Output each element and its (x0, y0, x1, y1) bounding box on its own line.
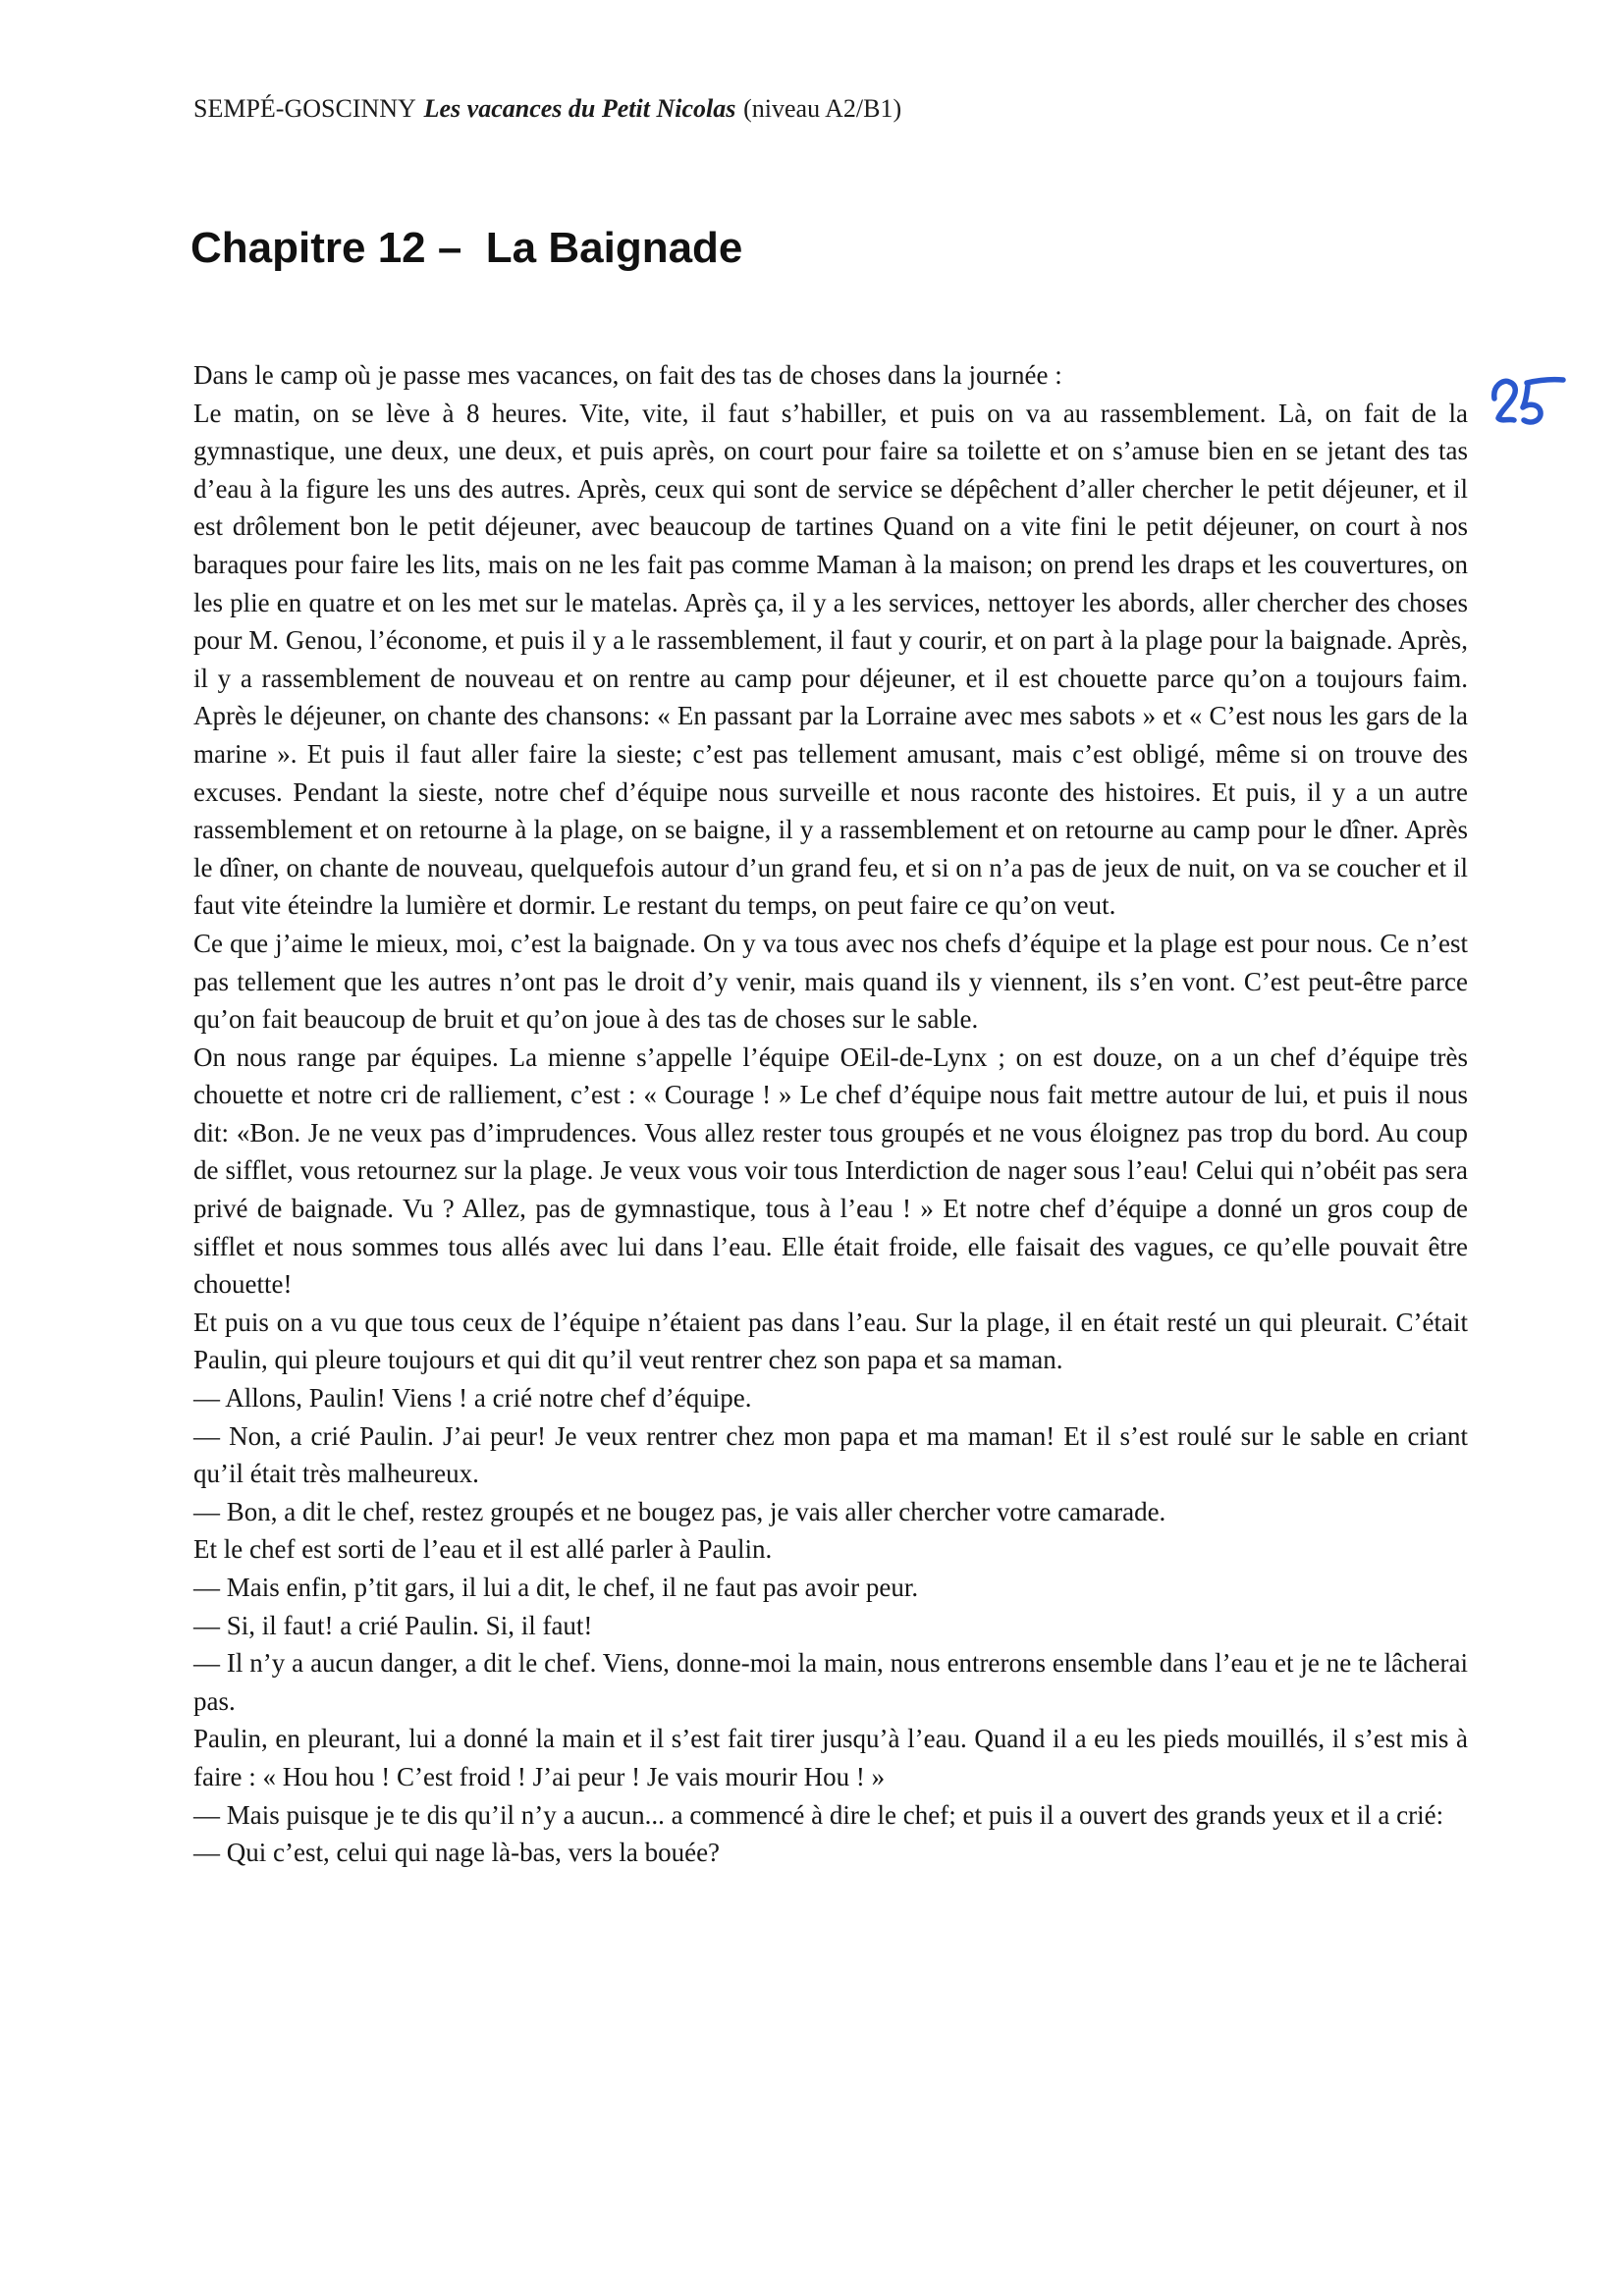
paragraph: Le matin, on se lève à 8 heures. Vite, vite, il faut s’habiller, et puis on va au rassemblement. Là, on fait de la gymnastique, une deux, une deux, et puis après, on court pour faire sa toilette et on s’amuse bien en se jetant des tas d’eau à la figure les uns des autres. Après, ceux qui sont de service se dépêchent d’aller chercher le petit déjeuner, et il est drôlement bon le petit déjeuner, avec beaucoup de tartines Quand on a vite fini le petit déjeuner, on court à nos baraques pour faire les lits, mais on ne les fait pas comme Maman à la maison; on prend les draps et les couvertures, on les plie en quatre et on les met sur le matelas. Après ça, il y a les services, nettoyer les abords, aller chercher des choses pour M. Genou, l’économe, et puis il y a le rassemblement, il faut y courir, et on part à la plage pour la baignade. Après, il y a rassemblement de nouveau et on rentre au camp pour déjeuner, et il est chouette parce qu’on a toujours faim. Après le déjeuner, on chante des chansons: « En passant par la Lorraine avec mes sabots » et « C’est nous les gars de la marine ». Et puis il faut aller faire la sieste; c’est pas tellement amusant, mais c’est obligé, même si on trouve des excuses. Pendant la sieste, notre chef d’équipe nous surveille et nous raconte des histoires. Et puis, il y a un autre rassemblement et on retourne à la plage, on se baigne, il y a rassemblement et on retourne au camp pour le dîner. Après le dîner, on chante de nouveau, quelquefois autour d’un grand feu, et si on n’a pas de jeux de nuit, on va se coucher et il faut vite éteindre la lumière et dormir. Le restant du temps, on peut faire ce qu’on veut. (193, 398, 1468, 921)
paragraph: On nous range par équipes. La mienne s’appelle l’équipe OEil-de-Lynx ; on est douze, on a un chef d’équipe très chouette et notre cri de ralliement, c’est : « Courage ! » Le chef d’équipe nous fait mettre autour de lui, et puis il nous dit: «Bon. Je ne veux pas d’imprudences. Vous allez rester tous groupés et ne vous éloignez pas trop du bord. Au coup de sifflet, vous retournez sur la plage. Je veux vous voir tous Interdiction de nager sous l’eau! Celui qui n’obéit pas sera privé de baignade. Vu ? Allez, pas de gymnastique, tous à l’eau ! » Et notre chef d’équipe a donné un gros coup de sifflet et nous sommes tous allés avec lui dans l’eau. Elle était froide, elle faisait des vagues, ce qu’elle pouvait être chouette! (193, 1041, 1468, 1300)
paragraph: — Si, il faut! a crié Paulin. Si, il faut! (193, 1610, 593, 1640)
header-author: SEMPÉ-GOSCINNY (193, 94, 416, 123)
header-book-title: Les vacances du Petit Nicolas (423, 94, 736, 123)
paragraph: Et puis on a vu que tous ceux de l’équipe n’étaient pas dans l’eau. Sur la plage, il en était resté un qui pleurait. C’était Paulin, qui pleure toujours et qui dit qu’il veut rentrer chez son papa et sa maman. (193, 1307, 1468, 1375)
paragraph: Et le chef est sorti de l’eau et il est allé parler à Paulin. (193, 1534, 773, 1565)
header-level: (niveau A2/B1) (743, 94, 902, 123)
paragraph: — Bon, a dit le chef, restez groupés et ne bougez pas, je vais aller chercher votre camarade. (193, 1496, 1166, 1526)
paragraph: Paulin, en pleurant, lui a donné la main et il s’est fait tirer jusqu’à l’eau. Quand il a eu les pieds mouillés, il s’est mis à faire : « Hou hou ! C’est froid ! J’ai peur ! Je vais mourir Hou ! » (193, 1724, 1468, 1791)
running-header (193, 94, 901, 124)
paragraph: — Qui c’est, celui qui nage là-bas, vers la bouée? (193, 1838, 721, 1868)
paragraph: Dans le camp où je passe mes vacances, on fait des tas de choses dans la journée : (193, 360, 1062, 390)
paragraph: Ce que j’aime le mieux, moi, c’est la baignade. On y va tous avec nos chefs d’équipe et la plage est pour nous. Ce n’est pas tellement que les autres n’ont pas le droit d’y venir, mais quand ils y viennent, ils s’en vont. C’est peut-être parce qu’on fait beaucoup de bruit et qu’on joue à des tas de choses sur le sable. (193, 928, 1468, 1035)
body-text (193, 356, 1468, 1872)
paragraph: — Allons, Paulin! Viens ! a crié notre chef d’équipe. (193, 1383, 752, 1414)
chapter-heading: Chapitre 12 – La Baignade (190, 224, 743, 272)
handwritten-page-number (1489, 375, 1569, 430)
paragraph: — Non, a crié Paulin. J’ai peur! Je veux rentrer chez mon papa et ma maman! Et il s’est roulé sur le sable en criant qu’il était très malheureux. (193, 1420, 1468, 1489)
handwritten-ink-strokes (1494, 380, 1563, 422)
paragraph: — Mais enfin, p’tit gars, il lui a dit, le chef, il ne faut pas avoir peur. (193, 1573, 919, 1602)
paragraph: — Il n’y a aucun danger, a dit le chef. Viens, donne-moi la main, nous entrerons ensemble dans l’eau et je ne te lâcherai pas. (193, 1648, 1468, 1716)
paragraph: — Mais puisque je te dis qu’il n’y a aucun... a commencé à dire le chef; et puis il a ouvert des grands yeux et il a crié: (193, 1799, 1444, 1830)
